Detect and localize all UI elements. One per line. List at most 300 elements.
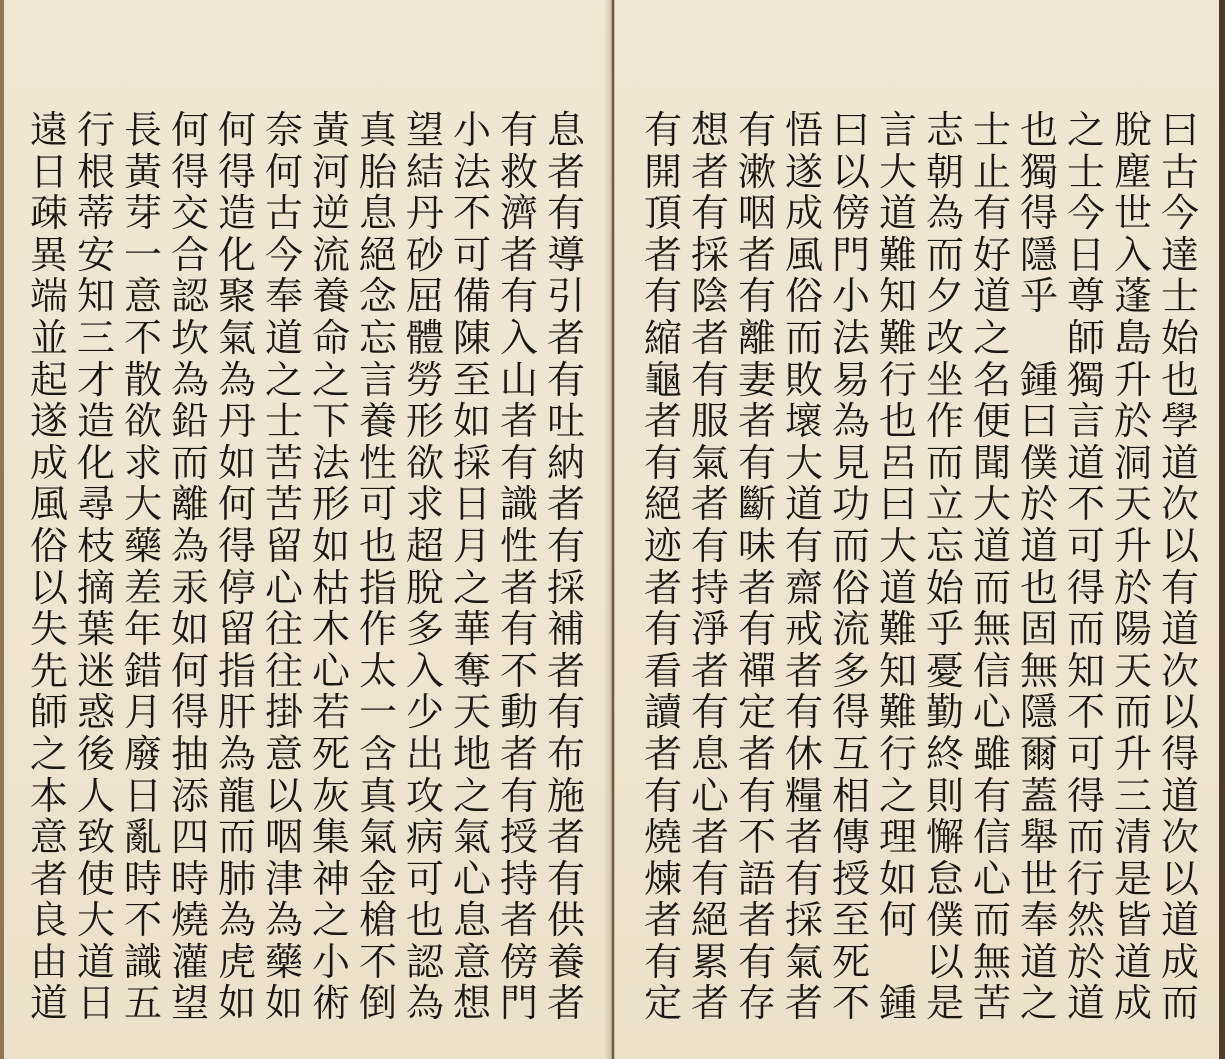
character: 息 bbox=[546, 108, 585, 152]
text-column bbox=[260, 110, 308, 1025]
character: 而 bbox=[1113, 690, 1152, 735]
character: 迷 bbox=[76, 648, 115, 693]
character: 成 bbox=[1113, 981, 1152, 1026]
character: 道 bbox=[1019, 523, 1058, 568]
character: 結 bbox=[405, 149, 444, 194]
character: 亂 bbox=[123, 815, 162, 860]
character: 是 bbox=[1113, 856, 1152, 901]
character: 不 bbox=[123, 315, 162, 360]
character: 風 bbox=[29, 482, 68, 527]
character: 有 bbox=[643, 773, 682, 818]
character: 有 bbox=[546, 690, 585, 735]
character: 苦 bbox=[972, 981, 1011, 1026]
character: 絕 bbox=[358, 232, 397, 277]
character: 本 bbox=[29, 773, 68, 818]
character: 而 bbox=[170, 440, 209, 485]
character: 者 bbox=[737, 399, 776, 444]
character: 今 bbox=[1160, 191, 1199, 236]
character: 定 bbox=[643, 981, 682, 1026]
character: 有 bbox=[690, 523, 729, 568]
character: 小 bbox=[831, 274, 870, 319]
character: 道 bbox=[784, 482, 823, 527]
character: 天 bbox=[1113, 648, 1152, 693]
character: 有 bbox=[643, 274, 682, 319]
character: 大 bbox=[878, 523, 917, 568]
character: 者 bbox=[784, 981, 823, 1026]
character: 言 bbox=[878, 108, 917, 152]
character: 定 bbox=[737, 690, 776, 735]
character: 由 bbox=[29, 939, 68, 984]
character: 為 bbox=[217, 731, 256, 776]
character: 得 bbox=[1019, 191, 1058, 236]
character: 一 bbox=[123, 232, 162, 277]
character: 相 bbox=[831, 773, 870, 818]
character: 真 bbox=[358, 108, 397, 152]
character: 入 bbox=[1113, 232, 1152, 277]
character: 大 bbox=[784, 440, 823, 485]
character: 槍 bbox=[358, 898, 397, 943]
character: 含 bbox=[358, 731, 397, 776]
character: 根 bbox=[76, 149, 115, 194]
character: 備 bbox=[452, 274, 491, 319]
character: 有 bbox=[737, 773, 776, 818]
character: 以 bbox=[1160, 690, 1199, 735]
character: 傍 bbox=[499, 939, 538, 984]
character: 行 bbox=[76, 108, 115, 152]
character: 灰 bbox=[311, 773, 350, 818]
character: 曰 bbox=[1160, 108, 1199, 152]
character: 地 bbox=[452, 731, 491, 776]
character: 日 bbox=[452, 482, 491, 527]
character: 有 bbox=[643, 939, 682, 984]
character: 功 bbox=[831, 482, 870, 527]
text-column bbox=[401, 110, 449, 1025]
character: 作 bbox=[358, 607, 397, 652]
text-column bbox=[72, 110, 120, 1025]
character: 造 bbox=[76, 399, 115, 444]
character: 何 bbox=[217, 108, 256, 152]
character: 神 bbox=[311, 856, 350, 901]
character: 僕 bbox=[925, 898, 964, 943]
character: 太 bbox=[358, 648, 397, 693]
character: 而 bbox=[972, 898, 1011, 943]
character: 名 bbox=[972, 357, 1011, 402]
character: 知 bbox=[76, 274, 115, 319]
character: 也 bbox=[1160, 357, 1199, 402]
character: 者 bbox=[737, 898, 776, 943]
character: 清 bbox=[1113, 815, 1152, 860]
right-page-edge bbox=[1219, 0, 1225, 1059]
character: 導 bbox=[546, 232, 585, 277]
character: 欲 bbox=[405, 440, 444, 485]
character: 尊 bbox=[1066, 274, 1105, 319]
character: 如 bbox=[311, 523, 350, 568]
character: 而 bbox=[972, 565, 1011, 610]
character: 者 bbox=[499, 731, 538, 776]
character: 至 bbox=[831, 898, 870, 943]
character: 者 bbox=[643, 731, 682, 776]
character: 立 bbox=[925, 482, 964, 527]
character: 次 bbox=[1160, 815, 1199, 860]
character: 何 bbox=[170, 108, 209, 152]
character: 指 bbox=[217, 648, 256, 693]
character: 傍 bbox=[831, 191, 870, 236]
character: 言 bbox=[358, 357, 397, 402]
character: 出 bbox=[405, 731, 444, 776]
character: 認 bbox=[405, 939, 444, 984]
character: 性 bbox=[499, 523, 538, 568]
character: 者 bbox=[690, 648, 729, 693]
character: 有 bbox=[643, 440, 682, 485]
character: 何 bbox=[878, 898, 917, 943]
character: 添 bbox=[170, 773, 209, 818]
character: 入 bbox=[405, 648, 444, 693]
character: 流 bbox=[831, 607, 870, 652]
character: 俗 bbox=[784, 274, 823, 319]
character: 四 bbox=[170, 815, 209, 860]
character: 以 bbox=[925, 939, 964, 984]
character: 固 bbox=[1019, 607, 1058, 652]
character: 者 bbox=[546, 648, 585, 693]
character: 藥 bbox=[123, 523, 162, 568]
character: 有 bbox=[972, 191, 1011, 236]
character: 摘 bbox=[76, 565, 115, 610]
character: 動 bbox=[499, 690, 538, 735]
character: 有 bbox=[546, 856, 585, 901]
character: 今 bbox=[264, 232, 303, 277]
character: 者 bbox=[546, 815, 585, 860]
character: 有 bbox=[546, 523, 585, 568]
character: 五 bbox=[123, 981, 162, 1026]
character: 遂 bbox=[29, 399, 68, 444]
character: 得 bbox=[1066, 773, 1105, 818]
character: 也 bbox=[405, 898, 444, 943]
character: 想 bbox=[690, 108, 729, 152]
character: 體 bbox=[405, 315, 444, 360]
character: 病 bbox=[405, 815, 444, 860]
character: 交 bbox=[170, 191, 209, 236]
character: 者 bbox=[499, 565, 538, 610]
character: 可 bbox=[1066, 731, 1105, 776]
character: 使 bbox=[76, 856, 115, 901]
character: 術 bbox=[311, 981, 350, 1026]
character: 天 bbox=[452, 690, 491, 735]
character: 可 bbox=[358, 482, 397, 527]
character: 年 bbox=[123, 607, 162, 652]
character: 今 bbox=[1066, 191, 1105, 236]
character: 絕 bbox=[643, 482, 682, 527]
character: 蒂 bbox=[76, 191, 115, 236]
character: 升 bbox=[1113, 731, 1152, 776]
character: 頂 bbox=[643, 191, 682, 236]
character: 安 bbox=[76, 232, 115, 277]
character: 化 bbox=[76, 440, 115, 485]
character: 納 bbox=[546, 440, 585, 485]
character: 龍 bbox=[217, 773, 256, 818]
character: 氣 bbox=[690, 440, 729, 485]
character: 採 bbox=[784, 898, 823, 943]
character: 得 bbox=[217, 523, 256, 568]
character: 於 bbox=[1113, 399, 1152, 444]
character: 並 bbox=[29, 315, 68, 360]
character: 多 bbox=[831, 648, 870, 693]
character: 奉 bbox=[1019, 898, 1058, 943]
character: 休 bbox=[784, 731, 823, 776]
character: 虎 bbox=[217, 939, 256, 984]
character: 以 bbox=[1160, 523, 1199, 568]
character: 成 bbox=[1160, 939, 1199, 984]
character: 乎 bbox=[1019, 274, 1058, 319]
left-page bbox=[0, 0, 612, 1059]
character: 者 bbox=[546, 149, 585, 194]
character: 俗 bbox=[831, 565, 870, 610]
character: 為 bbox=[170, 357, 209, 402]
character: 施 bbox=[546, 773, 585, 818]
character: 者 bbox=[690, 482, 729, 527]
text-column bbox=[686, 110, 734, 1025]
character: 奈 bbox=[264, 108, 303, 152]
character: 難 bbox=[878, 232, 917, 277]
character: 成 bbox=[784, 191, 823, 236]
character: 天 bbox=[1113, 482, 1152, 527]
character: 惑 bbox=[76, 690, 115, 735]
character: 獨 bbox=[1066, 357, 1105, 402]
character: 三 bbox=[1113, 773, 1152, 818]
character: 小 bbox=[311, 939, 350, 984]
character: 道 bbox=[1160, 773, 1199, 818]
character: 士 bbox=[264, 399, 303, 444]
character: 也 bbox=[358, 523, 397, 568]
character: 小 bbox=[452, 108, 491, 152]
character: 而 bbox=[831, 523, 870, 568]
character: 有 bbox=[499, 607, 538, 652]
character: 端 bbox=[29, 274, 68, 319]
character: 抽 bbox=[170, 731, 209, 776]
character: 聚 bbox=[217, 274, 256, 319]
character: 妻 bbox=[737, 357, 776, 402]
character: 合 bbox=[170, 232, 209, 277]
character: 知 bbox=[878, 648, 917, 693]
character: 脫 bbox=[405, 565, 444, 610]
character: 何 bbox=[217, 482, 256, 527]
character: 如 bbox=[452, 399, 491, 444]
character: 坐 bbox=[925, 357, 964, 402]
character: 河 bbox=[311, 149, 350, 194]
character: 後 bbox=[76, 731, 115, 776]
character: 才 bbox=[76, 357, 115, 402]
character: 氣 bbox=[784, 939, 823, 984]
character: 求 bbox=[405, 482, 444, 527]
character: 道 bbox=[1160, 440, 1199, 485]
character: 蓬 bbox=[1113, 274, 1152, 319]
character: 疎 bbox=[29, 191, 68, 236]
character: 夕 bbox=[925, 274, 964, 319]
character: 集 bbox=[311, 815, 350, 860]
character: 心 bbox=[690, 773, 729, 818]
character: 讀 bbox=[643, 690, 682, 735]
character: 持 bbox=[690, 565, 729, 610]
character: 黃 bbox=[311, 108, 350, 152]
character: 之 bbox=[972, 315, 1011, 360]
character: 龜 bbox=[643, 357, 682, 402]
character: 作 bbox=[925, 399, 964, 444]
character: 世 bbox=[1113, 191, 1152, 236]
character: 長 bbox=[123, 108, 162, 152]
character: 得 bbox=[170, 149, 209, 194]
character: 敗 bbox=[784, 357, 823, 402]
character: 意 bbox=[123, 274, 162, 319]
character: 島 bbox=[1113, 315, 1152, 360]
character: 持 bbox=[499, 856, 538, 901]
character: 道 bbox=[878, 191, 917, 236]
character: 而 bbox=[1066, 815, 1105, 860]
character: 道 bbox=[1019, 939, 1058, 984]
character: 大 bbox=[76, 898, 115, 943]
character: 入 bbox=[499, 315, 538, 360]
character: 布 bbox=[546, 731, 585, 776]
character: 往 bbox=[264, 648, 303, 693]
character: 日 bbox=[123, 773, 162, 818]
character: 不 bbox=[452, 191, 491, 236]
character: 於 bbox=[1066, 939, 1105, 984]
character: 日 bbox=[76, 981, 115, 1026]
character: 授 bbox=[499, 815, 538, 860]
character: 道 bbox=[972, 274, 1011, 319]
text-column bbox=[1062, 110, 1110, 1025]
character: 引 bbox=[546, 274, 585, 319]
right-page bbox=[614, 0, 1220, 1059]
character: 念 bbox=[358, 274, 397, 319]
character: 難 bbox=[878, 315, 917, 360]
character: 化 bbox=[217, 232, 256, 277]
character: 難 bbox=[878, 690, 917, 735]
character: 看 bbox=[643, 648, 682, 693]
character: 金 bbox=[358, 856, 397, 901]
character: 之 bbox=[452, 773, 491, 818]
character: 有 bbox=[784, 856, 823, 901]
character: 始 bbox=[1160, 315, 1199, 360]
character: 忘 bbox=[358, 315, 397, 360]
character: 存 bbox=[737, 981, 776, 1026]
character: 之 bbox=[878, 773, 917, 818]
character: 吐 bbox=[546, 399, 585, 444]
character: 言 bbox=[1066, 399, 1105, 444]
character: 道 bbox=[76, 939, 115, 984]
character: 下 bbox=[311, 399, 350, 444]
character: 起 bbox=[29, 357, 68, 402]
character: 行 bbox=[878, 731, 917, 776]
character: 者 bbox=[784, 648, 823, 693]
character: 之 bbox=[311, 898, 350, 943]
character: 不 bbox=[123, 898, 162, 943]
character: 鉛 bbox=[170, 399, 209, 444]
character: 者 bbox=[737, 565, 776, 610]
character: 信 bbox=[972, 648, 1011, 693]
character: 心 bbox=[972, 690, 1011, 735]
character: 意 bbox=[452, 939, 491, 984]
character: 灌 bbox=[170, 939, 209, 984]
character: 認 bbox=[170, 274, 209, 319]
character: 次 bbox=[1160, 482, 1199, 527]
character: 於 bbox=[1019, 482, 1058, 527]
character: 為 bbox=[217, 357, 256, 402]
character: 有 bbox=[690, 191, 729, 236]
character: 是 bbox=[925, 981, 964, 1026]
character: 隱 bbox=[1019, 232, 1058, 277]
character: 達 bbox=[1160, 232, 1199, 277]
character: 而 bbox=[217, 815, 256, 860]
character: 怠 bbox=[925, 856, 964, 901]
character: 者 bbox=[546, 315, 585, 360]
character: 開 bbox=[643, 149, 682, 194]
text-column bbox=[1109, 110, 1157, 1025]
character: 真 bbox=[358, 773, 397, 818]
character: 大 bbox=[878, 149, 917, 194]
character: 有 bbox=[784, 523, 823, 568]
character: 有 bbox=[499, 108, 538, 152]
character: 有 bbox=[499, 773, 538, 818]
character: 有 bbox=[737, 440, 776, 485]
character: 逆 bbox=[311, 191, 350, 236]
character: 往 bbox=[264, 607, 303, 652]
character: 散 bbox=[123, 357, 162, 402]
character: 不 bbox=[1066, 690, 1105, 735]
character: 燒 bbox=[170, 898, 209, 943]
character: 勞 bbox=[405, 357, 444, 402]
character: 互 bbox=[831, 731, 870, 776]
character: 陽 bbox=[1113, 607, 1152, 652]
character: 養 bbox=[546, 939, 585, 984]
character: 良 bbox=[29, 898, 68, 943]
character: 也 bbox=[1019, 108, 1058, 152]
character: 升 bbox=[1113, 523, 1152, 568]
character: 之 bbox=[311, 357, 350, 402]
character: 終 bbox=[925, 731, 964, 776]
character: 者 bbox=[690, 815, 729, 860]
character: 坎 bbox=[170, 315, 209, 360]
character: 大 bbox=[972, 482, 1011, 527]
character: 脫 bbox=[1113, 108, 1152, 152]
character: 心 bbox=[311, 648, 350, 693]
character: 日 bbox=[1066, 232, 1105, 277]
character: 者 bbox=[643, 565, 682, 610]
character: 肝 bbox=[217, 690, 256, 735]
character: 知 bbox=[1066, 648, 1105, 693]
text-column bbox=[119, 110, 167, 1025]
character: 一 bbox=[358, 690, 397, 735]
character: 廢 bbox=[123, 731, 162, 776]
character: 有 bbox=[737, 607, 776, 652]
character: 縮 bbox=[643, 315, 682, 360]
character: 氣 bbox=[217, 315, 256, 360]
character: 何 bbox=[170, 648, 209, 693]
character: 者 bbox=[643, 898, 682, 943]
character: 道 bbox=[878, 565, 917, 610]
character: 離 bbox=[170, 482, 209, 527]
character: 煉 bbox=[643, 856, 682, 901]
character: 門 bbox=[831, 232, 870, 277]
character: 月 bbox=[123, 690, 162, 735]
text-column bbox=[1015, 110, 1063, 1025]
character: 味 bbox=[737, 523, 776, 568]
text-column bbox=[25, 110, 73, 1025]
character: 而 bbox=[1066, 607, 1105, 652]
character: 次 bbox=[1160, 648, 1199, 693]
character: 淨 bbox=[690, 607, 729, 652]
character: 懈 bbox=[925, 815, 964, 860]
character: 隱 bbox=[1019, 690, 1058, 735]
character: 可 bbox=[405, 856, 444, 901]
